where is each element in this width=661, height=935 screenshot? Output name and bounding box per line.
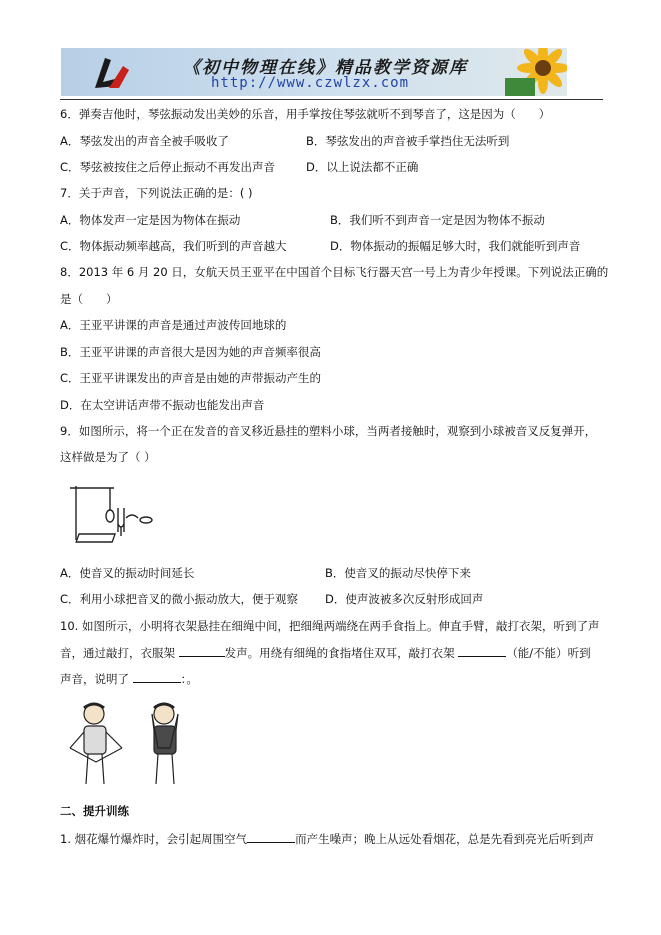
sunflower-image	[505, 48, 567, 96]
q9-option-d: D．使声波被多次反射形成回声	[325, 592, 484, 606]
q10-line2-part2: 发声。用绕有细绳的食指堵住双耳，敲打衣架	[224, 646, 459, 660]
q10-line2-part3: （能/不能）听到	[506, 646, 591, 660]
q10-line3	[60, 670, 198, 687]
site-logo	[89, 52, 133, 92]
banner-url: http://www.czwlzx.com	[211, 75, 410, 91]
answer-blank-2[interactable]	[458, 644, 506, 657]
q10-line2-part1: 音，通过敲打，衣服架	[60, 646, 179, 660]
q9-option-a: A．使音叉的振动时间延长	[60, 566, 195, 580]
q10-line3-part2: ：。	[180, 672, 198, 686]
q6-option-c: C．琴弦被按住之后停止振动不再发出声音	[60, 160, 276, 174]
q10-line2	[60, 644, 591, 661]
answer-blank-4[interactable]	[247, 830, 295, 843]
q9-option-c: C．利用小球把音叉的微小振动放大，便于观察	[60, 592, 299, 606]
header-divider	[60, 99, 603, 100]
q9-stem-line1: 9．如图所示，将一个正在发音的音叉移近悬挂的塑料小球，当两者接触时，观察到小球被音叉反复弹开，	[60, 424, 597, 438]
banner-title: 《初中物理在线》精品教学资源库	[183, 58, 468, 78]
q6-option-d: D．以上说法都不正确	[306, 160, 419, 174]
answer-blank-1[interactable]	[179, 644, 225, 657]
answer-blank-3[interactable]	[133, 670, 181, 683]
q8-option-a: A．王亚平讲课的声音是通过声波传回地球的	[60, 318, 287, 332]
q7-option-a: A．物体发声一定是因为物体在振动	[60, 213, 241, 227]
boy-hanger-figure	[66, 700, 198, 788]
q6-option-a: A．琴弦发出的声音全被手吸收了	[60, 134, 229, 148]
q7-stem: 7．关于声音，下列说法正确的是：( )	[60, 186, 253, 200]
tuning-fork-figure	[66, 482, 158, 548]
section-2-q1	[60, 830, 594, 847]
section-2-q1-part2: 而产生噪声；晚上从远处看烟花，总是先看到亮光后听到声	[295, 832, 595, 846]
q9-option-b: B．使音叉的振动尽快停下来	[325, 566, 471, 580]
q6-option-b: B．琴弦发出的声音被手掌挡住无法听到	[306, 134, 510, 148]
section-2-q1-part1: 1. 烟花爆竹爆炸时，会引起周围空气	[60, 832, 248, 846]
q7-option-b: B．我们听不到声音一定是因为物体不振动	[330, 213, 545, 227]
q10-line3-part1: 声音，说明了	[60, 672, 133, 686]
q8-option-d: D．在太空讲话声带不振动也能发出声音	[60, 398, 265, 412]
q10-line1: 10. 如图所示，小明将衣架悬挂在细绳中间，把细绳两端绕在两手食指上。伸直手臂，敲打衣架，听到了声	[60, 619, 600, 633]
section-2-title: 二、提升训练	[60, 804, 129, 818]
q8-stem-line2: 是（ ）	[60, 292, 118, 306]
header-banner	[61, 48, 567, 96]
q6-stem: 6．弹奏吉他时，琴弦振动发出美妙的乐音，用手掌按住琴弦就听不到琴音了，这是因为（ ）	[60, 107, 551, 121]
q7-option-d: D．物体振动的振幅足够大时，我们就能听到声音	[330, 239, 581, 253]
q7-option-c: C．物体振动频率越高，我们听到的声音越大	[60, 239, 287, 253]
q8-option-c: C．王亚平讲课发出的声音是由她的声带振动产生的	[60, 371, 322, 385]
q8-stem-line1: 8．2013 年 6 月 20 日，女航天员王亚平在中国首个目标飞行器天宫一号上为青少年授课。下列说法正确的	[60, 265, 609, 279]
q8-option-b: B．王亚平讲课的声音很大是因为她的声音频率很高	[60, 345, 321, 359]
q9-stem-line2: 这样做是为了（ ）	[60, 450, 156, 464]
